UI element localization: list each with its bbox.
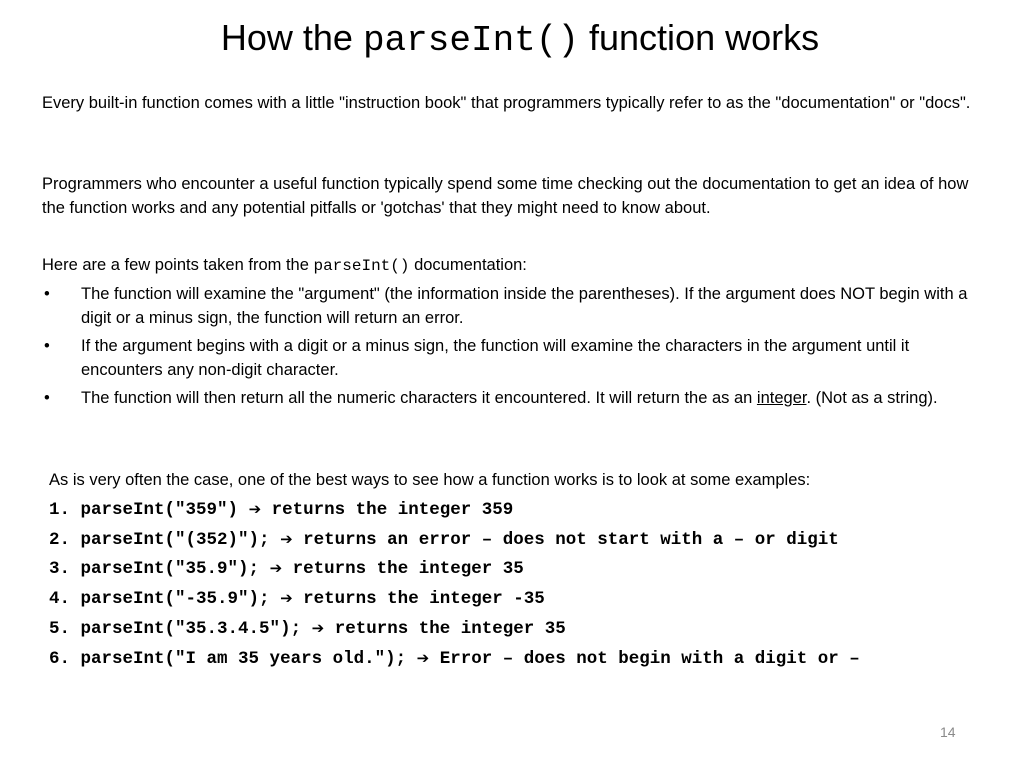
- example-result: Error – does not begin with a digit or –: [439, 648, 860, 669]
- bullet-icon: •: [44, 285, 50, 303]
- example-number: 4.: [49, 589, 71, 610]
- slide-title: [0, 14, 1024, 65]
- points-intro-prefix: Here are a few points taken from the: [42, 256, 314, 274]
- example-number: 6.: [49, 648, 71, 669]
- example-code: parseInt("(352)");: [80, 529, 270, 550]
- example-item: [49, 525, 1009, 555]
- bullet-text-underlined: integer: [756, 389, 807, 407]
- title-prefix: How the: [220, 17, 363, 58]
- arrow-right-icon: ➔: [311, 618, 325, 637]
- documentation-points-list: [42, 282, 987, 414]
- example-number: 1.: [49, 500, 71, 520]
- arrow-right-icon: ➔: [248, 500, 262, 518]
- example-result: returns the integer 35: [292, 559, 524, 580]
- example-item: [49, 644, 1009, 674]
- title-code: parseInt(): [362, 20, 579, 61]
- arrow-right-icon: ➔: [280, 529, 293, 548]
- bullet-text: The function will examine the "argument" (the information inside the parentheses). If the argument does NOT begin with a digit or a minus sign, the function will return an error.: [81, 285, 968, 327]
- arrow-right-icon: ➔: [269, 559, 283, 578]
- example-item: [49, 614, 1009, 644]
- points-intro-suffix: documentation:: [409, 256, 527, 274]
- example-result: returns an error – does not start with a – or digit: [303, 529, 839, 550]
- bullet-icon: •: [44, 337, 50, 355]
- bullet-text-after: . (Not as a string).: [806, 389, 938, 407]
- bullet-icon: •: [44, 389, 50, 407]
- example-item: [49, 554, 1009, 584]
- page-number: 14: [940, 724, 956, 740]
- arrow-right-icon: ➔: [416, 648, 430, 667]
- paragraph-points-intro: [42, 253, 992, 278]
- bullet-text-before: The function will then return all the numeric characters it encountered. It will return the as an: [81, 389, 757, 407]
- example-result: returns the integer 359: [271, 500, 514, 520]
- arrow-right-icon: ➔: [280, 589, 293, 608]
- example-result: returns the integer -35: [303, 589, 545, 610]
- examples-intro: As is very often the case, one of the best ways to see how a function works is to look at some examples:: [49, 471, 811, 489]
- example-item: [49, 584, 1009, 614]
- examples-list: [49, 495, 1009, 673]
- example-code: parseInt("I am 35 years old.");: [80, 648, 407, 669]
- example-number: 5.: [49, 618, 71, 639]
- list-item: [42, 386, 987, 410]
- example-code: parseInt("35.9");: [80, 559, 260, 580]
- paragraph-docs-usage: Programmers who encounter a useful function typically spend some time checking out the documentation to get an idea of how the function works and any potential pitfalls or 'gotchas' that they might need to know about.: [42, 175, 969, 217]
- bullet-text: If the argument begins with a digit or a minus sign, the function will examine the characters in the argument until it encounters any non-digit character.: [81, 337, 910, 379]
- example-code: parseInt("35.3.4.5");: [80, 618, 302, 639]
- example-number: 3.: [49, 559, 71, 580]
- points-intro-code: parseInt(): [313, 257, 410, 275]
- list-item: [42, 282, 987, 330]
- example-code: parseInt("359"): [80, 500, 239, 520]
- example-code: parseInt("-35.9");: [80, 589, 270, 610]
- example-number: 2.: [49, 529, 71, 550]
- example-result: returns the integer 35: [334, 618, 566, 639]
- list-item: [42, 334, 987, 382]
- title-suffix: function works: [579, 17, 820, 58]
- paragraph-docs-intro: Every built-in function comes with a little "instruction book" that programmers typically refer to as the "documentation" or "docs".: [42, 94, 971, 112]
- example-item: [49, 495, 1009, 525]
